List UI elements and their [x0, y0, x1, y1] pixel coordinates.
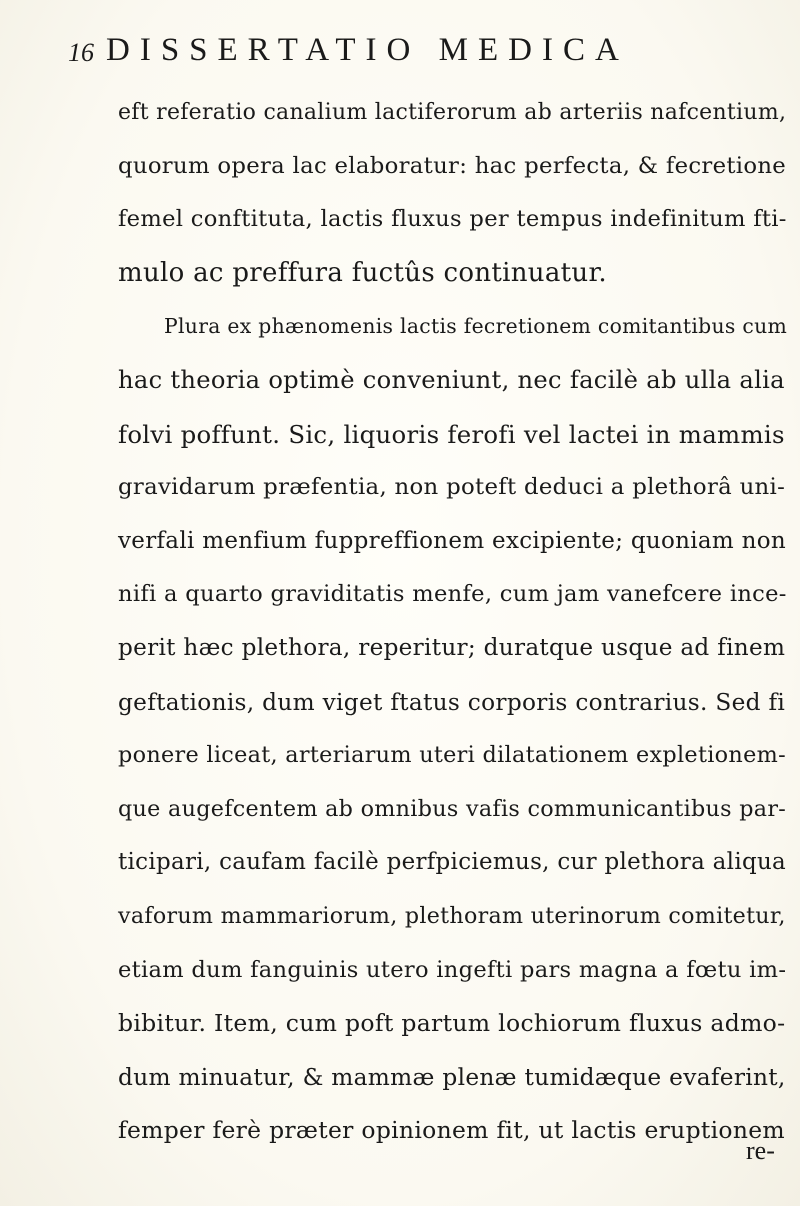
text-line: mulo ac preffura fuctûs continuatur. — [118, 257, 607, 288]
text-line: geftationis, dum viget ftatus corporis contrarius. Sed fi — [118, 688, 786, 716]
text-line: hac theoria optimè conveniunt, nec facilè ab ulla alia — [118, 365, 785, 394]
text-line: que augefcentem ab omnibus vafis communicantibus par- — [118, 795, 787, 822]
text-line-paragraph-start: Plura ex phænomenis lactis fecretionem comitantibus cum — [164, 314, 788, 339]
body-text — [118, 86, 788, 1158]
catchword: re- — [746, 1136, 775, 1165]
text-line: perit hæc plethora, reperitur; duratque usque ad finem — [118, 634, 786, 661]
running-head — [68, 32, 768, 72]
text-line: dum minuatur, & mammæ plenæ tumidæque evaferint, — [118, 1063, 786, 1091]
text-line: folvi poffunt. Sic, liquoris ferofi vel lactei in mammis — [118, 419, 785, 449]
text-line: ponere liceat, arteriarum uteri dilatationem expletionem- — [118, 742, 786, 769]
page-number: 16 — [68, 38, 94, 67]
text-line: etiam dum fanguinis utero ingefti pars magna a fœtu im- — [118, 956, 787, 983]
text-line: quorum opera lac elaboratur: hac perfecta, & fecretione — [118, 152, 787, 179]
text-line: gravidarum præfentia, non poteft deduci a plethorâ uni- — [118, 474, 786, 501]
text-line: vaforum mammariorum, plethoram uterinorum comitetur, — [118, 902, 786, 929]
text-line: verfali menfium fuppreffionem excipiente; quoniam non — [118, 527, 787, 554]
running-title: DISSERTATIO MEDICA — [106, 32, 629, 68]
text-line: femper ferè præter opinionem fit, ut lactis eruptionem — [118, 1116, 785, 1145]
text-line: eft referatio canalium lactiferorum ab arteriis nafcentium, — [118, 100, 787, 125]
text-line: femel conftituta, lactis fluxus per tempus indefinitum fti- — [118, 206, 787, 233]
text-line: bibitur. Item, cum poft partum lochiorum fluxus admo- — [118, 1009, 786, 1038]
text-line: nifi a quarto graviditatis menfe, cum jam vanefcere ince- — [118, 581, 787, 608]
text-line: ticipari, caufam facilè perfpiciemus, cur plethora aliqua — [118, 849, 787, 876]
